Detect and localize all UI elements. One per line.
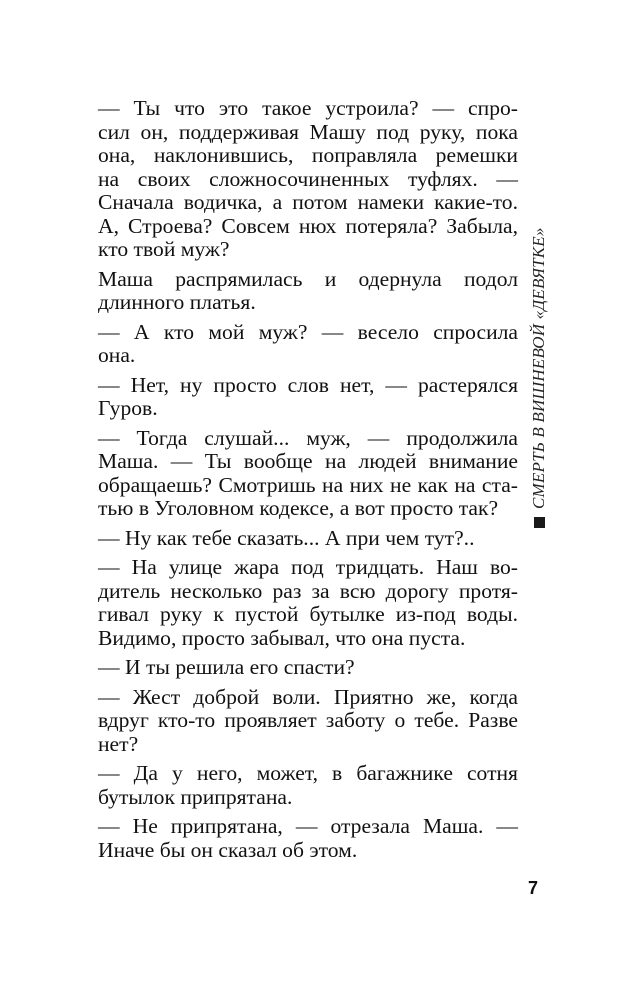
paragraph	[98, 656, 518, 680]
text-line: Видимо, просто забывал, что она пуста.	[98, 625, 466, 650]
text-line: тью в Уголовном кодексе, а вот просто так?	[98, 496, 499, 520]
text-line: Сначала водичка, а потом намеки какие-то.	[98, 190, 518, 214]
text-line: — Не припрятана, — отрезала Маша. —	[98, 814, 518, 838]
text-line: — И ты решила его спасти?	[98, 655, 355, 679]
text-line: бутылок припрятана.	[98, 784, 293, 809]
text-line: — Тогда слушай... муж, — продолжила	[98, 425, 518, 450]
text-line: Маша распрямилась и одернула подол	[98, 266, 518, 291]
text-line: — На улице жара под тридцать. Наш во-	[98, 555, 518, 579]
text-line: Гуров.	[98, 396, 158, 420]
paragraph	[98, 321, 518, 368]
text-line: вдруг кто-то проявляет заботу о тебе. Разве	[98, 708, 518, 732]
text-line: А, Строева? Совсем нюх потеряла? Забыла,	[98, 213, 518, 238]
text-line: сил он, поддерживая Машу под руку, пока	[98, 119, 518, 144]
paragraph	[98, 762, 518, 809]
paragraph	[98, 527, 518, 551]
square-bullet-icon	[534, 517, 545, 528]
text-line: — Нет, ну просто слов нет, — растерялся	[98, 372, 518, 397]
text-line: — Да у него, может, в багажнике сотня	[98, 761, 518, 785]
paragraph	[98, 374, 518, 421]
text-line: — Ты что это такое устроила? — спро-	[98, 96, 518, 120]
text-line: гивал руку к пустой бутылке из-под воды.	[98, 602, 518, 626]
text-line: она, наклонившись, поправляла ремешки	[98, 143, 518, 167]
text-line: — Жест доброй воли. Приятно же, когда	[98, 684, 518, 709]
paragraph	[98, 556, 518, 650]
paragraph	[98, 97, 518, 262]
running-head-title: СМЕРТЬ В ВИШНЕВОЙ «ДЕВЯТКЕ»	[529, 227, 548, 509]
text-line: она.	[98, 343, 136, 367]
paragraph	[98, 686, 518, 757]
paragraph	[98, 268, 518, 315]
text-line: обращаешь? Смотришь на них не как на ста-	[98, 472, 518, 497]
text-line: длинного платья.	[98, 290, 256, 314]
text-line: кто твой муж?	[98, 237, 230, 261]
text-line: — Ну как тебе сказать... А при чем тут?..	[98, 525, 475, 550]
page-number: 7	[528, 878, 539, 898]
paragraph	[98, 815, 518, 862]
book-page-text	[98, 97, 518, 868]
text-line: нет?	[98, 731, 139, 756]
text-line: дитель несколько раз за всю дорогу протя-	[98, 578, 518, 603]
text-line: Маша. — Ты вообще на людей внимание	[98, 449, 518, 473]
text-line: на своих сложносочиненных туфлях. —	[98, 166, 518, 191]
paragraph	[98, 427, 518, 521]
running-head	[528, 192, 550, 528]
text-line: Иначе бы он сказал об этом.	[98, 837, 358, 862]
text-line: — А кто мой муж? — весело спросила	[98, 319, 518, 344]
